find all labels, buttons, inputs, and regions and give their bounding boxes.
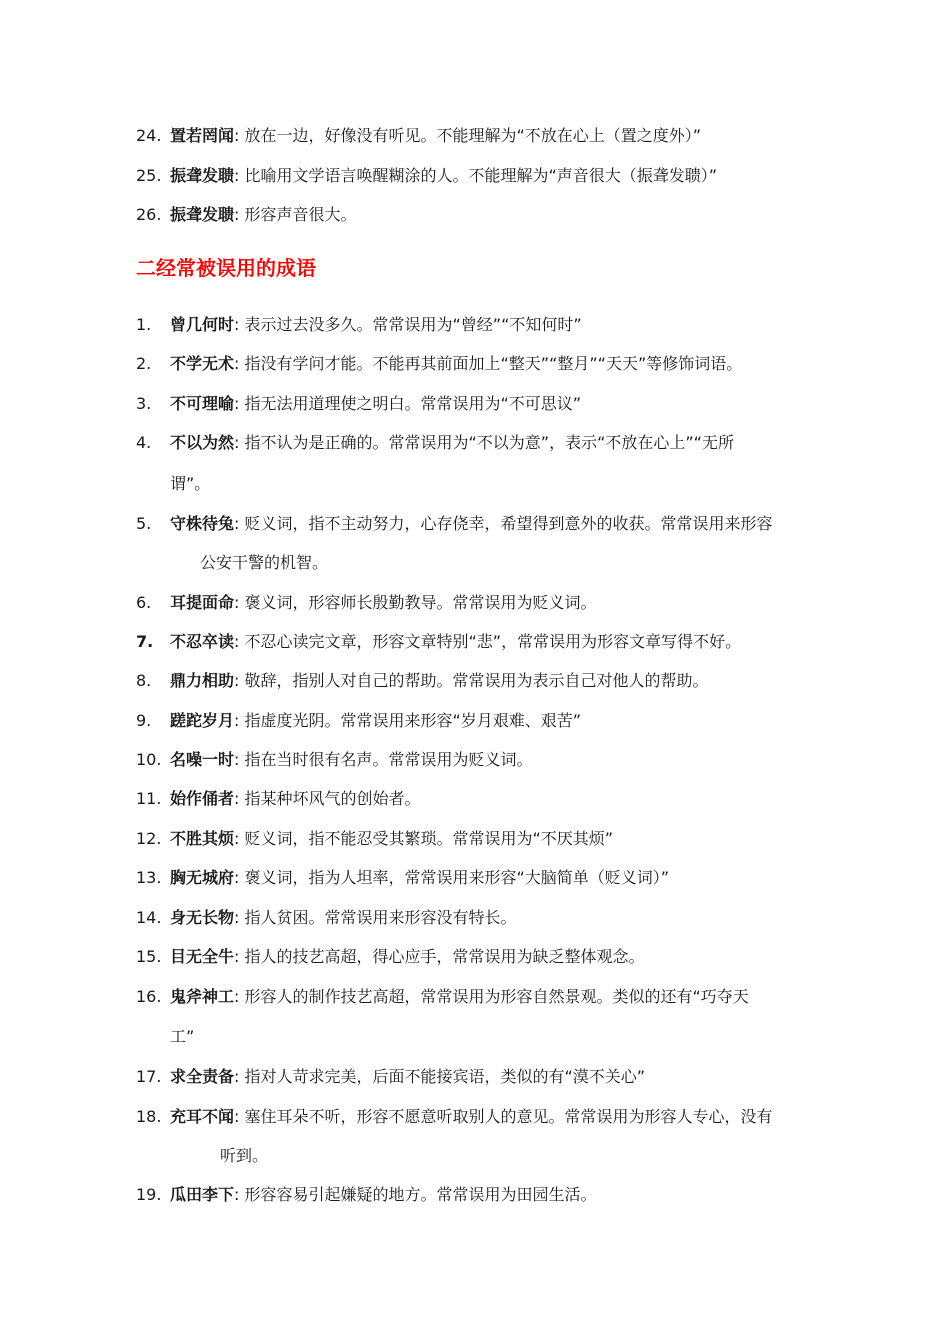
- list-item: [136, 1066, 826, 1088]
- item-number: 19.: [136, 1185, 162, 1204]
- idiom-description: 塞住耳朵不听，形容不愿意听取别人的意见。常常误用为形容人专心，没有: [244, 1107, 773, 1126]
- idiom-description: 不忍心读完文章，形容文章特别“悲”，常常误用为形容文章写得不好。: [244, 632, 742, 651]
- idiom-term: 不学无术: [170, 354, 235, 373]
- idiom-term: 置若罔闻: [170, 126, 235, 145]
- separator: :: [234, 1185, 240, 1204]
- idiom-term: 胸无城府: [170, 868, 235, 887]
- item-number: 7.: [136, 632, 154, 651]
- idiom-description: 褒义词，指为人坦率，常常误用来形容“大脑简单（贬义词）”: [244, 868, 670, 887]
- idiom-term: 不以为然: [170, 433, 235, 452]
- item-number: 8.: [136, 671, 152, 690]
- separator: :: [234, 394, 240, 413]
- list-item: [136, 986, 826, 1008]
- separator: :: [234, 908, 240, 927]
- idiom-description: 指虚度光阴。常常误用来形容“岁月艰难、艰苦”: [244, 711, 582, 730]
- idiom-term: 求全责备: [170, 1067, 235, 1086]
- item-number: 11.: [136, 789, 162, 808]
- idiom-term: 耳提面命: [170, 593, 235, 612]
- section-heading: 二经常被误用的成语: [136, 256, 316, 280]
- list-item: [136, 867, 826, 889]
- list-item-continuation: 公安干警的机智。: [200, 553, 329, 572]
- idiom-description: 指无法用道理使之明白。常常误用为“不可思议”: [244, 394, 582, 413]
- item-number: 25.: [136, 166, 162, 185]
- idiom-description: 指对人苛求完美，后面不能接宾语，类似的有“漠不关心”: [244, 1067, 646, 1086]
- list-item: [136, 204, 826, 226]
- item-number: 1.: [136, 315, 152, 334]
- item-number: 9.: [136, 711, 152, 730]
- idiom-term: 蹉跎岁月: [170, 711, 235, 730]
- list-item-continuation: 听到。: [220, 1146, 269, 1165]
- item-number: 24.: [136, 126, 162, 145]
- list-item: [136, 631, 826, 653]
- item-number: 17.: [136, 1067, 162, 1086]
- separator: :: [234, 789, 240, 808]
- idiom-description: 贬义词，指不能忍受其繁琐。常常误用为“不厌其烦”: [244, 829, 614, 848]
- list-item: [136, 432, 826, 454]
- idiom-description: 表示过去没多久。常常误用为“曾经”“不知何时”: [244, 315, 582, 334]
- list-item: [136, 670, 826, 692]
- item-number: 4.: [136, 433, 152, 452]
- list-item: [136, 314, 826, 336]
- separator: :: [234, 354, 240, 373]
- idiom-description: 指不认为是正确的。常常误用为“不以为意”，表示“不放在心上”“无所: [244, 433, 734, 452]
- idiom-term: 鼎力相助: [170, 671, 235, 690]
- list-item: [136, 1184, 826, 1206]
- separator: :: [234, 632, 240, 651]
- idiom-description: 形容容易引起嫌疑的地方。常常误用为田园生活。: [244, 1185, 597, 1204]
- item-number: 12.: [136, 829, 162, 848]
- list-item: [136, 749, 826, 771]
- list-item: [136, 828, 826, 850]
- idiom-term: 不可理喻: [170, 394, 235, 413]
- separator: :: [234, 205, 240, 224]
- item-number: 18.: [136, 1107, 162, 1126]
- separator: :: [234, 947, 240, 966]
- item-number: 13.: [136, 868, 162, 887]
- list-item: [136, 1106, 826, 1128]
- idiom-term: 守株待兔: [170, 514, 235, 533]
- separator: :: [234, 671, 240, 690]
- idiom-term: 目无全牛: [170, 947, 235, 966]
- idiom-description: 敬辞，指别人对自己的帮助。常常误用为表示自己对他人的帮助。: [244, 671, 709, 690]
- idiom-description: 贬义词，指不主动努力，心存侥幸，希望得到意外的收获。常常误用来形容: [244, 514, 773, 533]
- list-item: [136, 592, 826, 614]
- idiom-description: 放在一边，好像没有听见。不能理解为“不放在心上（置之度外）”: [244, 126, 702, 145]
- item-number: 10.: [136, 750, 162, 769]
- idiom-term: 曾几何时: [170, 315, 235, 334]
- list-item: [136, 788, 826, 810]
- list-item-continuation: 工”: [170, 1027, 195, 1046]
- idiom-description: 指没有学问才能。不能再其前面加上“整天”“整月”“天天”等修饰词语。: [244, 354, 743, 373]
- idiom-description: 褒义词，形容师长殷勤教导。常常误用为贬义词。: [244, 593, 597, 612]
- item-number: 14.: [136, 908, 162, 927]
- separator: :: [234, 987, 240, 1006]
- separator: :: [234, 315, 240, 334]
- separator: :: [234, 433, 240, 452]
- idiom-description: 形容声音很大。: [244, 205, 357, 224]
- idiom-term: 振聋发聩: [170, 166, 235, 185]
- item-number: 3.: [136, 394, 152, 413]
- separator: :: [234, 166, 240, 185]
- idiom-description: 指人的技艺高超，得心应手，常常误用为缺乏整体观念。: [244, 947, 645, 966]
- item-number: 16.: [136, 987, 162, 1006]
- separator: :: [234, 126, 240, 145]
- separator: :: [234, 593, 240, 612]
- idiom-term: 不忍卒读: [170, 632, 235, 651]
- separator: :: [234, 750, 240, 769]
- idiom-term: 充耳不闻: [170, 1107, 235, 1126]
- list-item: [136, 513, 826, 535]
- idiom-term: 瓜田李下: [170, 1185, 235, 1204]
- list-item-continuation: 谓”。: [170, 474, 211, 493]
- separator: :: [234, 868, 240, 887]
- list-item: [136, 353, 826, 375]
- idiom-description: 比喻用文学语言唤醒糊涂的人。不能理解为“声音很大（振聋发聩）”: [244, 166, 718, 185]
- list-item: [136, 946, 826, 968]
- idiom-description: 指某种坏风气的创始者。: [244, 789, 421, 808]
- idiom-term: 振聋发聩: [170, 205, 235, 224]
- idiom-term: 身无长物: [170, 908, 235, 927]
- item-number: 15.: [136, 947, 162, 966]
- separator: :: [234, 1067, 240, 1086]
- separator: :: [234, 711, 240, 730]
- list-item: [136, 165, 826, 187]
- idiom-term: 始作俑者: [170, 789, 235, 808]
- item-number: 5.: [136, 514, 152, 533]
- separator: :: [234, 1107, 240, 1126]
- item-number: 26.: [136, 205, 162, 224]
- item-number: 6.: [136, 593, 152, 612]
- idiom-term: 不胜其烦: [170, 829, 235, 848]
- item-number: 2.: [136, 354, 152, 373]
- idiom-term: 名噪一时: [170, 750, 235, 769]
- separator: :: [234, 829, 240, 848]
- idiom-description: 形容人的制作技艺高超，常常误用为形容自然景观。类似的还有“巧夺天: [244, 987, 749, 1006]
- list-item: [136, 125, 826, 147]
- separator: :: [234, 514, 240, 533]
- idiom-description: 指人贫困。常常误用来形容没有特长。: [244, 908, 517, 927]
- list-item: [136, 710, 826, 732]
- idiom-description: 指在当时很有名声。常常误用为贬义词。: [244, 750, 533, 769]
- idiom-term: 鬼斧神工: [170, 987, 235, 1006]
- list-item: [136, 393, 826, 415]
- list-item: [136, 907, 826, 929]
